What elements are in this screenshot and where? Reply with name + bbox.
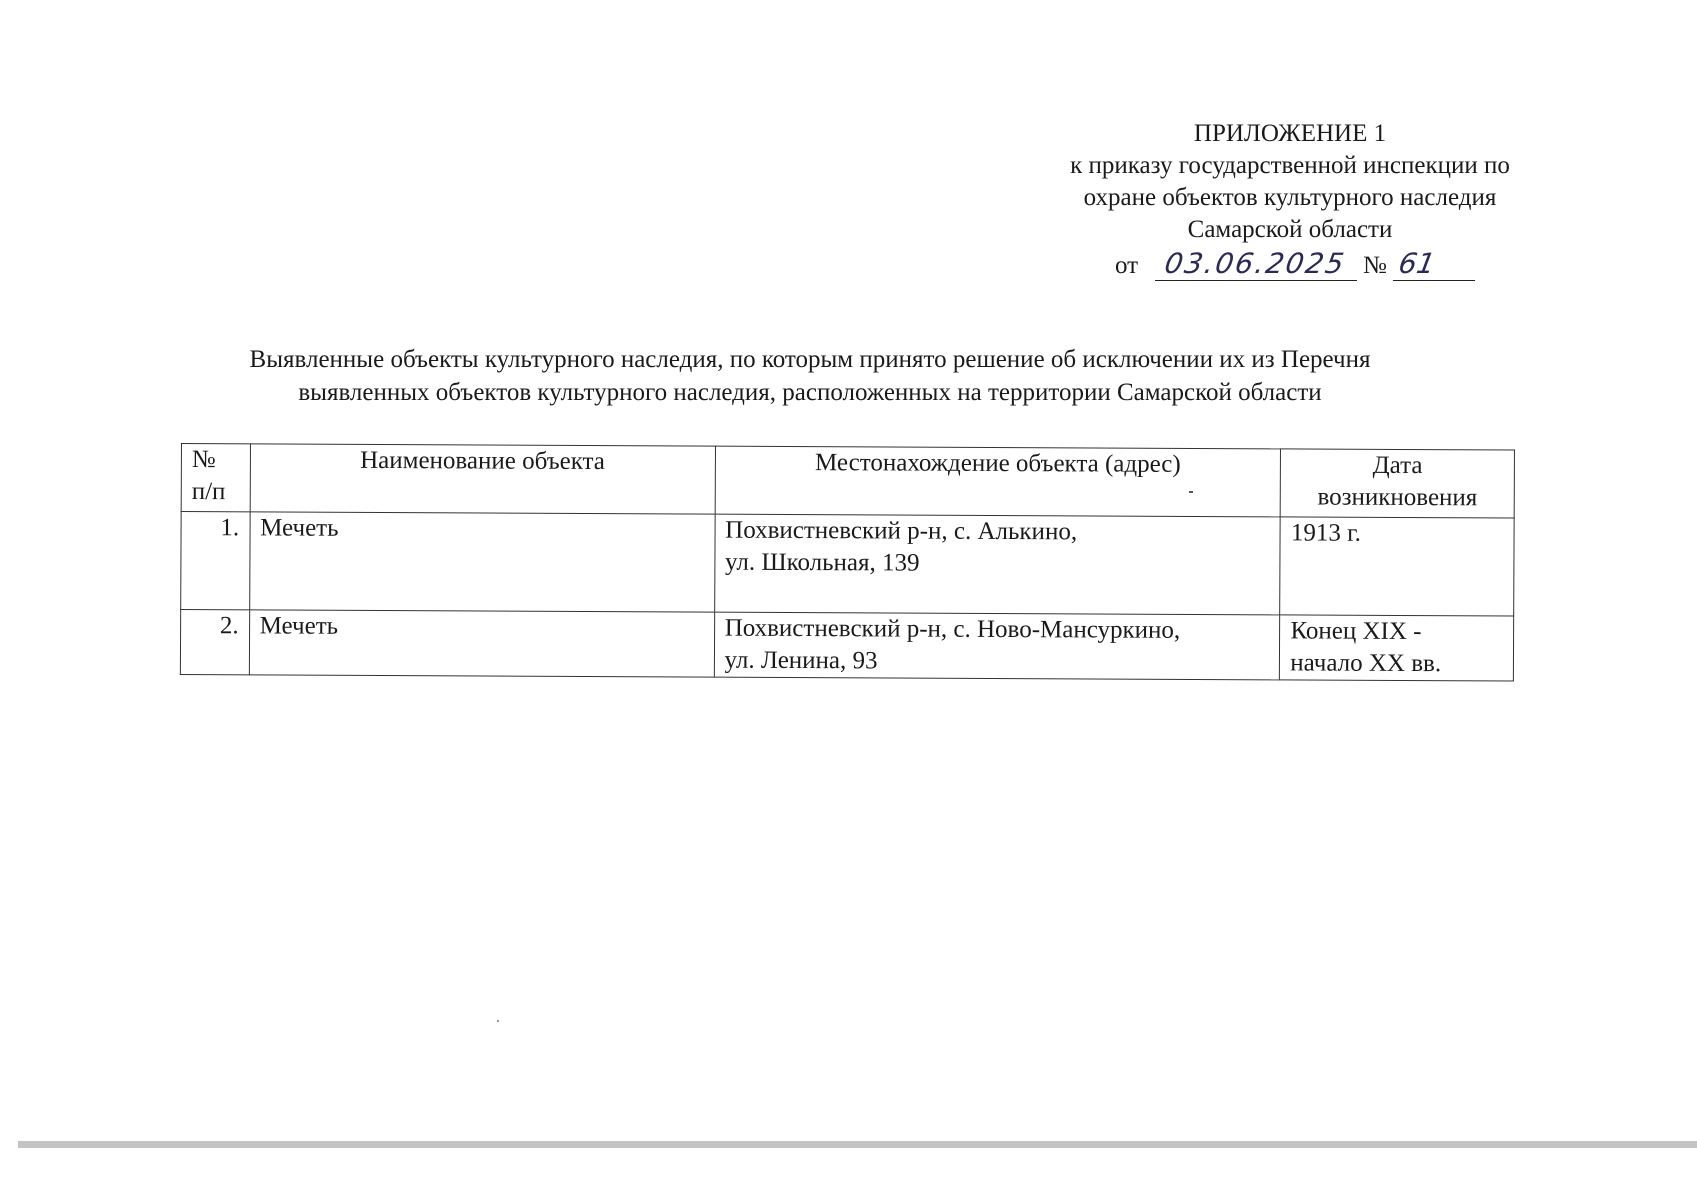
from-label: от xyxy=(1115,252,1139,279)
object-address xyxy=(714,612,1280,680)
document-title xyxy=(150,343,1470,409)
header-number-pp: п/п xyxy=(191,478,226,506)
origin-date xyxy=(1280,615,1514,681)
appendix-order-text: Самарской области xyxy=(1187,216,1393,243)
document-title-line: Выявленные объекты культурного наследия, по которым принято решение об исключении их из Перечня xyxy=(249,346,1371,373)
date-field xyxy=(1155,247,1357,281)
number-field xyxy=(1393,247,1475,281)
scan-mark xyxy=(1189,491,1193,493)
header-number-sign: № xyxy=(191,446,216,474)
header-date-line: возникновения xyxy=(1317,483,1478,512)
table-header-row xyxy=(181,444,1514,519)
table-row xyxy=(181,512,1514,617)
heritage-objects-table xyxy=(180,443,1515,682)
order-date-number-line xyxy=(1010,246,1570,286)
document-title-line: выявленных объектов культурного наследия, расположенных на территории Самарской области xyxy=(298,379,1322,406)
appendix-order-text: охране объектов культурного наследия xyxy=(1083,184,1497,211)
scan-speck xyxy=(497,1020,499,1022)
header-number xyxy=(181,444,250,512)
object-name: Мечеть xyxy=(249,512,715,612)
date-line: начало XX вв. xyxy=(1290,649,1442,678)
scan-edge-bar xyxy=(18,1141,1697,1148)
header-date-line: Дата xyxy=(1372,451,1423,480)
date-line: 1913 г. xyxy=(1290,519,1361,547)
header-object-name: Наименование объекта xyxy=(250,444,715,514)
object-address xyxy=(714,514,1280,615)
address-line: Похвистневский р-н, с. Ново-Мансуркино, xyxy=(724,614,1181,644)
object-name: Мечеть xyxy=(249,610,714,677)
header-object-address: Местонахождение объекта (адрес) xyxy=(715,446,1281,517)
number-label: № xyxy=(1363,252,1387,279)
row-number: 1. xyxy=(181,512,250,610)
handwritten-number: 61 xyxy=(1396,247,1438,280)
appendix-order-text: к приказу государственной инспекции по xyxy=(1070,152,1510,179)
table-row xyxy=(180,610,1513,682)
appendix-header xyxy=(1010,118,1570,286)
date-line: Конец XIX - xyxy=(1290,617,1422,646)
address-line: ул. Школьная, 139 xyxy=(724,548,920,577)
row-number: 2. xyxy=(180,610,249,675)
appendix-title: ПРИЛОЖЕНИЕ 1 xyxy=(1193,120,1387,147)
origin-date xyxy=(1280,517,1514,616)
address-line: ул. Ленина, 93 xyxy=(724,646,878,675)
header-origin-date xyxy=(1281,449,1515,518)
address-line: Похвистневский р-н, с. Алькино, xyxy=(725,516,1078,546)
handwritten-date: 03.06.2025 xyxy=(1162,247,1349,280)
